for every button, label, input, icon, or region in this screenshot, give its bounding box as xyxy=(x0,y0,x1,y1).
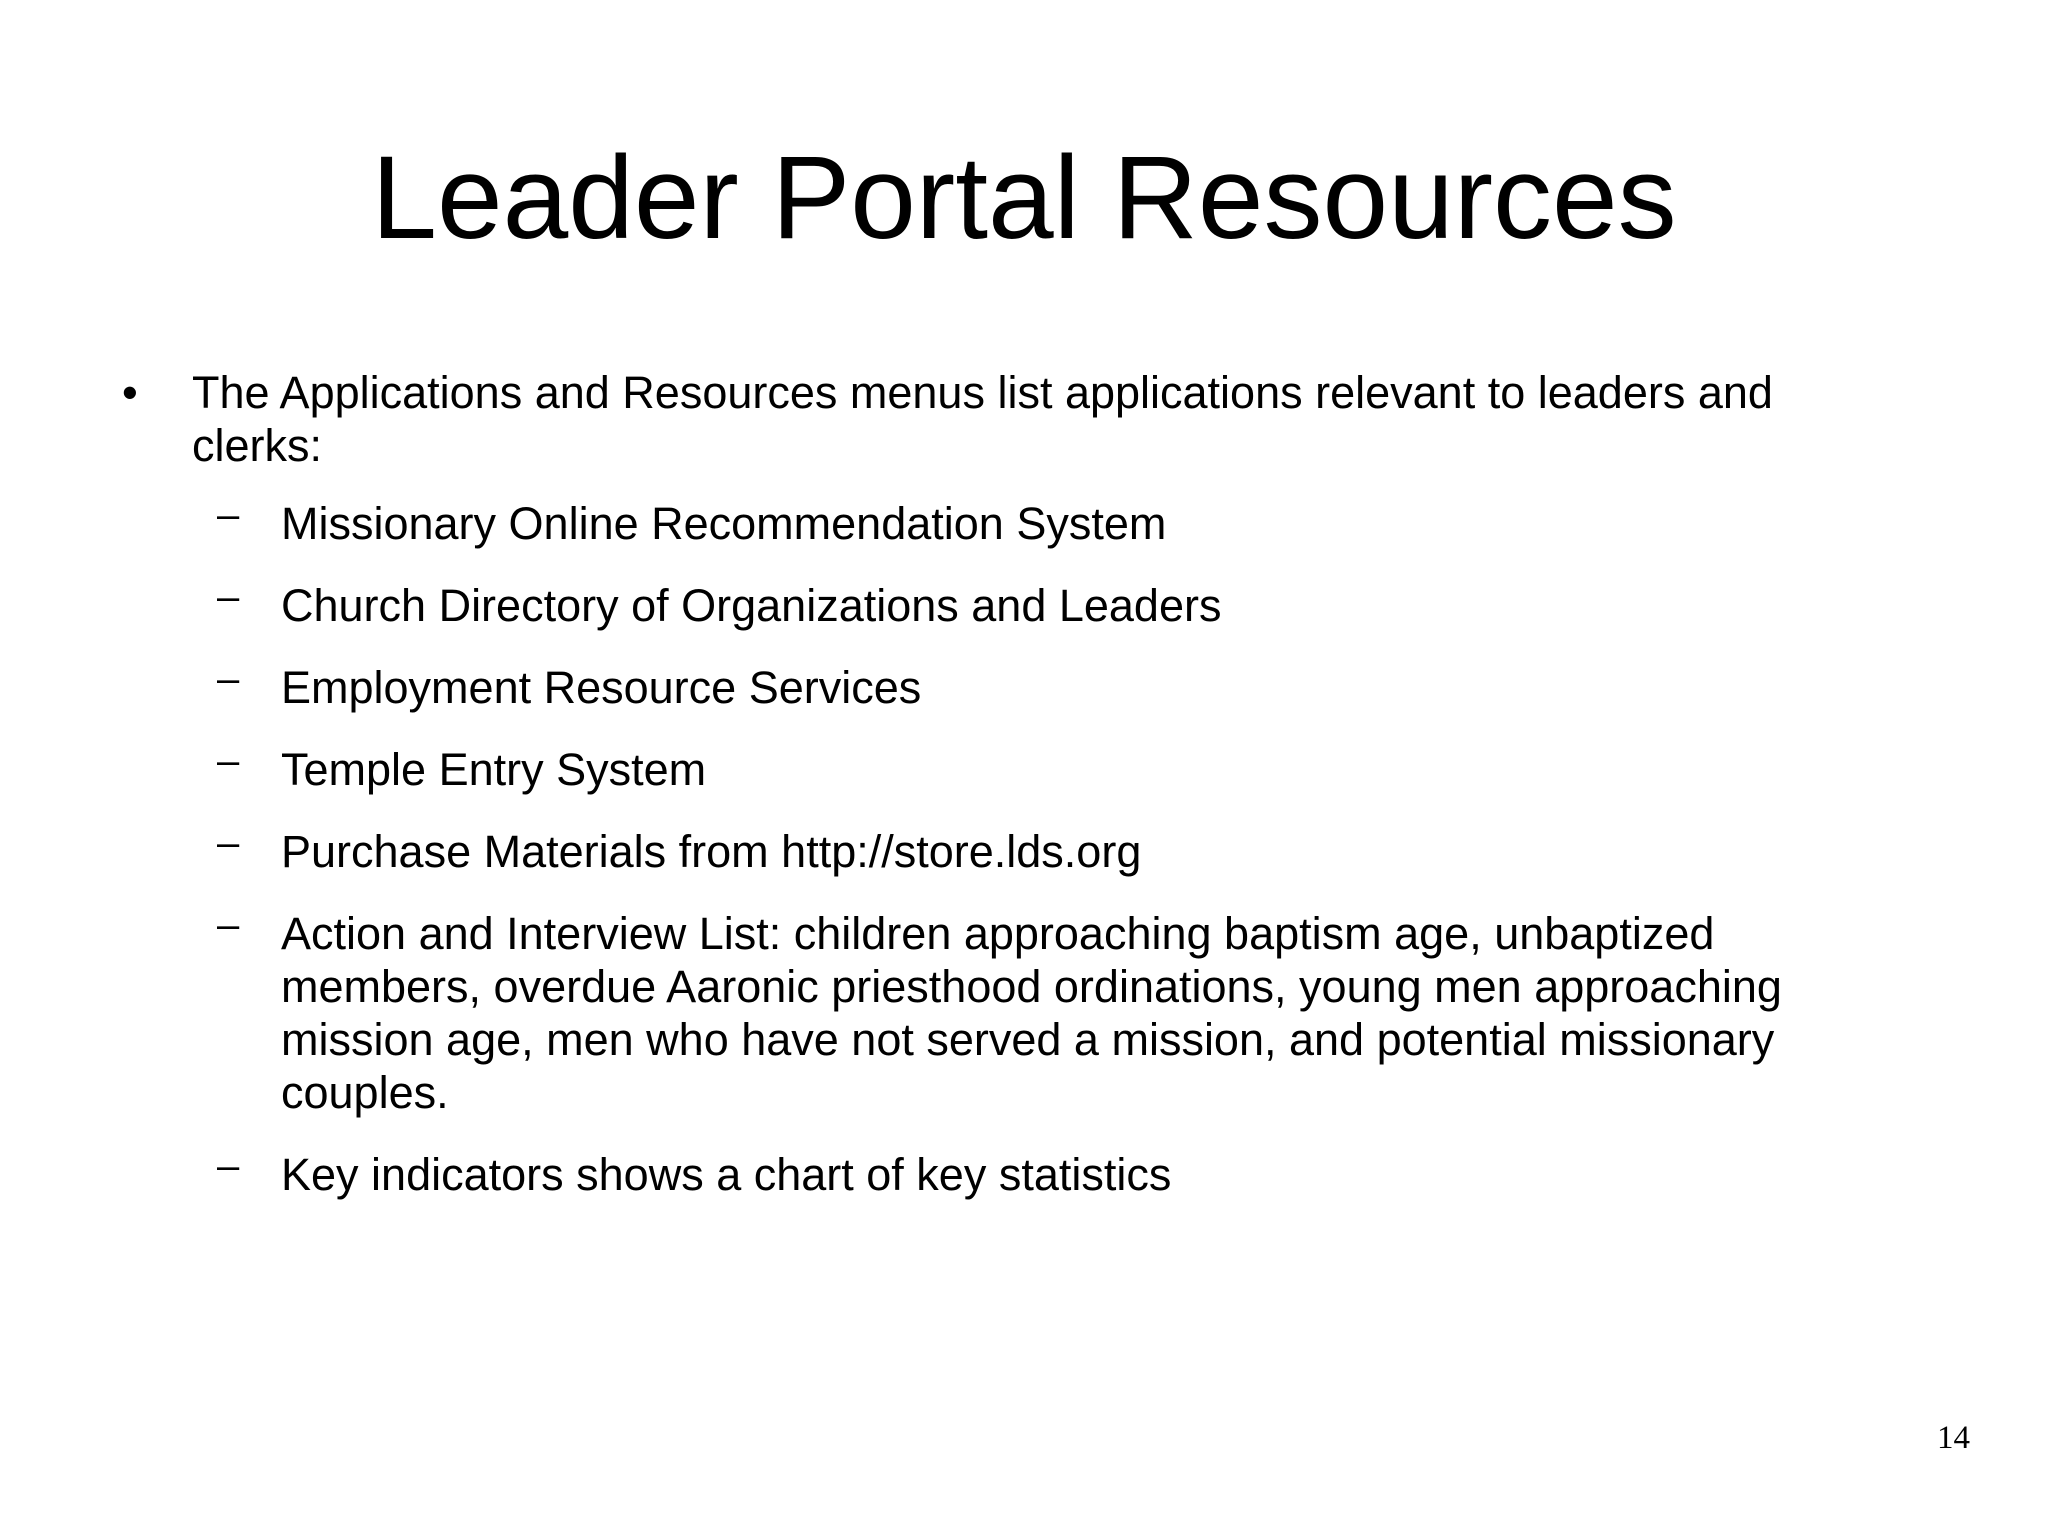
sub-bullet-item xyxy=(0,493,1871,550)
sub-bullet-text: Employment Resource Services xyxy=(281,662,922,713)
bullet-marker: • xyxy=(122,367,138,418)
sub-bullet-text: Key indicators shows a chart of key statistics xyxy=(281,1149,1172,1200)
sub-bullet-item xyxy=(0,575,1871,632)
dash-marker: – xyxy=(217,821,240,865)
sub-bullet-item xyxy=(0,1144,1871,1201)
main-bullet xyxy=(0,366,1872,472)
dash-marker: – xyxy=(217,903,240,947)
sub-bullet-text: Missionary Online Recommendation System xyxy=(281,498,1167,549)
sub-bullet-text: Action and Interview List: children approaching baptism age, unbaptized members, overdue Aaronic priesthood ordinations, young men approaching mission age, men who have not served a mission, and potential missionary couples. xyxy=(281,908,1782,1118)
dash-marker: – xyxy=(217,575,240,619)
dash-marker: – xyxy=(217,739,240,783)
main-bullet-text: The Applications and Resources menus list applications relevant to leaders and clerks: xyxy=(192,367,1773,471)
slide-content xyxy=(0,366,2048,1201)
sub-bullet-text: Purchase Materials from http://store.lds.org xyxy=(281,826,1142,877)
sub-bullet-list xyxy=(0,493,2048,1201)
dash-marker: – xyxy=(217,657,240,701)
dash-marker: – xyxy=(217,1144,240,1188)
slide-title: Leader Portal Resources xyxy=(371,132,1677,264)
sub-bullet-item xyxy=(0,821,1871,878)
sub-bullet-text: Church Directory of Organizations and Leaders xyxy=(281,580,1222,631)
sub-bullet-item xyxy=(0,739,1871,796)
sub-bullet-text: Temple Entry System xyxy=(281,744,707,795)
sub-bullet-item xyxy=(0,903,1871,1119)
dash-marker: – xyxy=(217,493,240,537)
page-number: 14 xyxy=(1937,1420,1970,1456)
sub-bullet-item xyxy=(0,657,1871,714)
